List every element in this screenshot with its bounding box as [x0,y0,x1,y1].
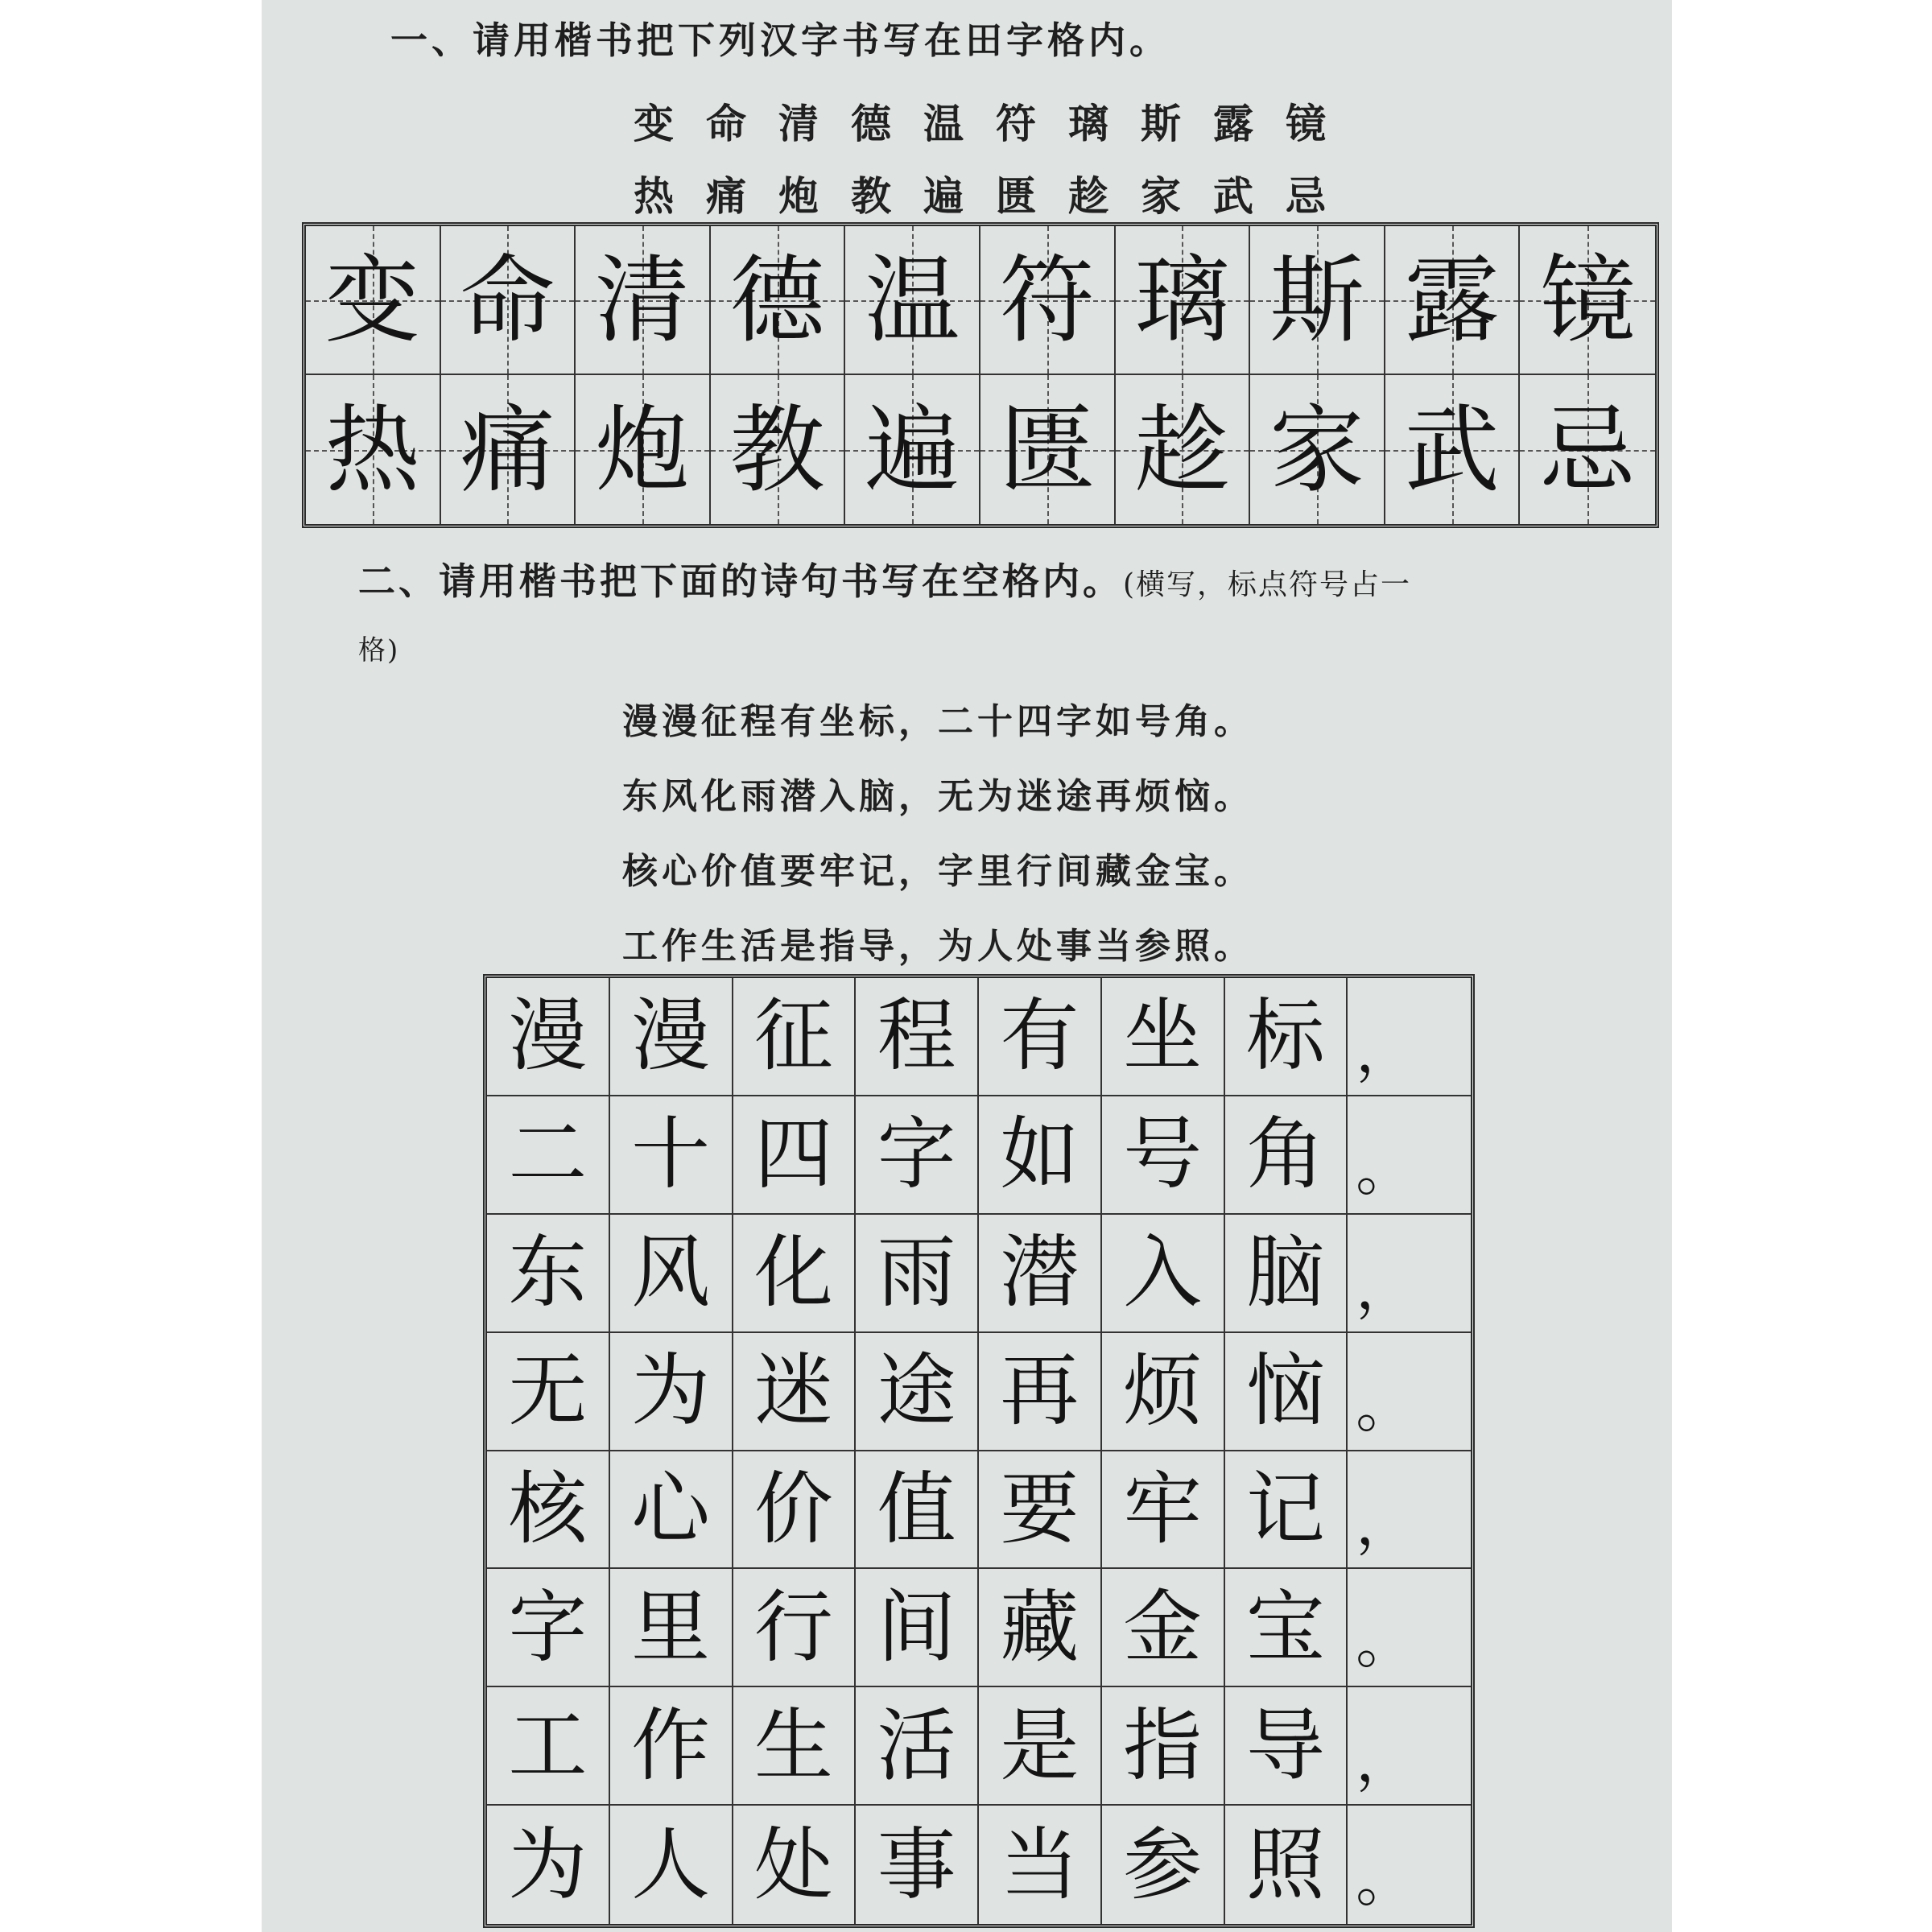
character-cell: 当 [979,1806,1102,1924]
handwritten-character: 遍 [865,394,960,506]
punctuation-cell: ， [1348,1215,1471,1333]
character-cell: 藏 [979,1569,1102,1687]
punctuation-cell: 。 [1348,1569,1471,1687]
handwritten-character: 命 [460,244,555,356]
handwritten-character: 符 [999,244,1095,356]
poem-writing-grid [483,974,1475,1928]
character-cell: 恼 [1225,1333,1348,1451]
character-cell: 间 [856,1569,979,1687]
character-cell: 行 [733,1569,857,1687]
punctuation-cell: 。 [1348,1333,1471,1451]
tian-cell [306,375,441,524]
character-cell: 导 [1225,1687,1348,1806]
character-cell: 化 [733,1215,857,1333]
tian-cell [441,226,576,375]
character-cell: 无 [487,1333,610,1451]
character-cell: 有 [979,978,1102,1096]
character-cell: 再 [979,1333,1102,1451]
character-cell: 核 [487,1451,610,1570]
tian-cell [1250,226,1385,375]
character-cell: 作 [610,1687,733,1806]
character-cell: 风 [610,1215,733,1333]
character-cell: 价 [733,1451,857,1570]
character-cell: 征 [733,978,857,1096]
tian-cell [1520,226,1655,375]
character-cell: 事 [856,1806,979,1924]
character-cell: 途 [856,1333,979,1451]
poem-line-2: 东风化雨潜入脑，无为迷途再烦恼。 [622,776,1253,817]
handwritten-character: 痛 [460,394,555,506]
character-cell: 是 [979,1687,1102,1806]
tian-cell [1520,375,1655,524]
tian-cell [576,226,711,375]
character-cell: 工 [487,1687,610,1806]
character-cell: 漫 [610,978,733,1096]
character-cell: 如 [979,1096,1102,1215]
handwritten-character: 温 [865,244,960,356]
character-cell: 记 [1225,1451,1348,1570]
character-cell: 宝 [1225,1569,1348,1687]
tian-cell [980,226,1116,375]
handwritten-character: 德 [729,244,825,356]
punctuation-cell: 。 [1356,1847,1414,1914]
handwritten-character: 镜 [1540,244,1636,356]
character-cell: 十 [610,1096,733,1215]
section2-heading-text: 二、请用楷书把下面的诗句书写在空格内。 [358,559,1123,603]
character-cell: 雨 [856,1215,979,1333]
character-cell: 字 [856,1096,979,1215]
character-cell: 烦 [1102,1333,1225,1451]
handwritten-character: 变 [324,244,420,356]
section2-heading [358,552,1411,605]
character-cell: 角 [1225,1096,1348,1215]
handwritten-character: 趁 [1134,394,1230,506]
punctuation-cell: 。 [1348,1096,1471,1215]
handwritten-character: 武 [1404,394,1500,506]
character-cell: 心 [610,1451,733,1570]
character-cell: 指 [1102,1687,1225,1806]
character-cell: 坐 [1102,978,1225,1096]
tian-cell [845,375,980,524]
tian-cell [711,375,846,524]
handwritten-character: 露 [1404,244,1500,356]
character-cell: 四 [733,1096,857,1215]
character-cell: 活 [856,1687,979,1806]
poem-line-1: 漫漫征程有坐标，二十四字如号角。 [622,701,1253,742]
character-cell: 参 [1102,1806,1225,1924]
character-cell: 生 [733,1687,857,1806]
character-cell: 迷 [733,1333,857,1451]
tian-cell [1385,226,1521,375]
section2-note: (横写，标点符号占一 [1123,568,1412,601]
tian-cell [306,226,441,375]
worksheet-paper [262,0,1672,1932]
tian-cell [1385,375,1521,524]
poem-line-3: 核心价值要牢记，字里行间藏金宝。 [622,851,1253,892]
character-cell: 为 [487,1806,610,1924]
character-cell: 脑 [1225,1215,1348,1333]
character-cell: 处 [733,1806,857,1924]
handwritten-character: 璃 [1134,244,1230,356]
character-cell: 标 [1225,978,1348,1096]
handwritten-character: 斯 [1269,244,1364,356]
punctuation-cell: ， [1348,1687,1471,1806]
character-cell: 号 [1102,1096,1225,1215]
character-cell: 东 [487,1215,610,1333]
tian-cell [576,375,711,524]
tian-cell [1250,375,1385,524]
handwritten-character: 教 [729,394,825,506]
character-cell: 漫 [487,978,610,1096]
character-cell: 入 [1102,1215,1225,1333]
handwritten-character: 家 [1269,394,1364,506]
character-cell: 二 [487,1096,610,1215]
section2-note-continued: 格) [358,634,400,667]
handwritten-character: 炮 [594,394,690,506]
character-cell: 值 [856,1451,979,1570]
punctuation-cell: ， [1348,1451,1471,1570]
handwritten-character: 清 [594,244,690,356]
character-cell: 字 [487,1569,610,1687]
tian-cell [980,375,1116,524]
punctuation-cell: ， [1348,978,1471,1096]
tian-cell [845,226,980,375]
character-cell: 程 [856,978,979,1096]
tian-zi-ge-grid [302,222,1659,528]
handwritten-character: 忌 [1540,394,1636,506]
character-cell: 里 [610,1569,733,1687]
tian-cell [711,226,846,375]
character-cell: 牢 [1102,1451,1225,1570]
tian-cell [441,375,576,524]
reference-line-1: 变命清德温符璃斯露镜 [634,100,1358,147]
section1-heading: 一、请用楷书把下列汉字书写在田字格内。 [390,19,1170,62]
character-cell: 要 [979,1451,1102,1570]
handwritten-character: 匮 [999,394,1095,506]
character-cell: 金 [1102,1569,1225,1687]
character-cell: 为 [610,1333,733,1451]
character-cell: 人 [610,1806,733,1924]
reference-line-2: 热痛炮教遍匮趁家武忌 [634,172,1358,220]
tian-cell [1116,226,1251,375]
handwritten-character: 热 [324,394,420,506]
tian-cell [1116,375,1251,524]
character-cell: 潜 [979,1215,1102,1333]
poem-line-4: 工作生活是指导，为人处事当参照。 [622,926,1253,967]
character-cell: 照 [1225,1806,1348,1924]
